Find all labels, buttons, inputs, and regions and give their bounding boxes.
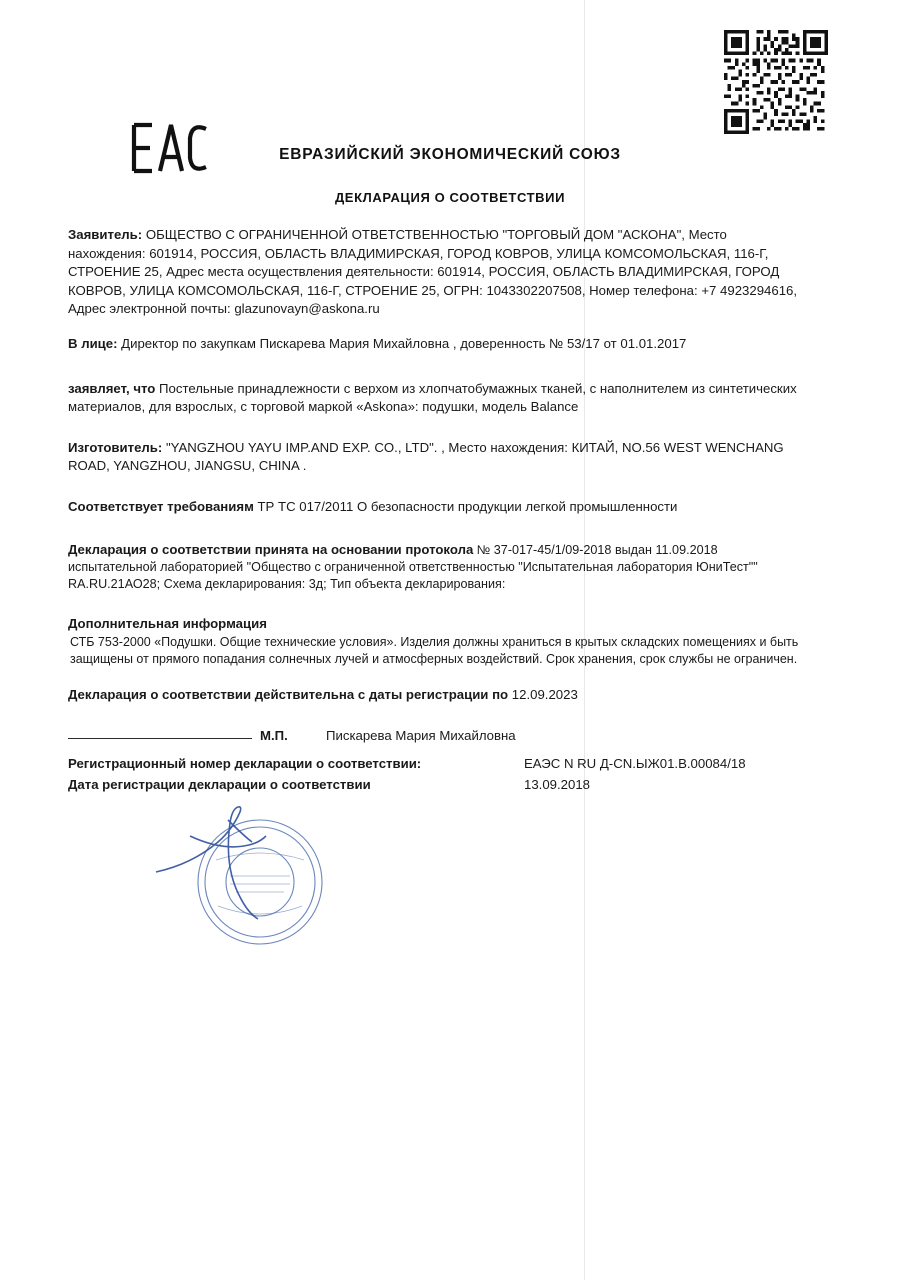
validity-paragraph (68, 686, 806, 704)
basis-label: Декларация о соответствии принята на основании протокола (68, 541, 474, 557)
applicant-text: ОБЩЕСТВО С ОГРАНИЧЕННОЙ ОТВЕТСТВЕННОСТЬЮ "ТОРГОВЫЙ ДОМ "АСКОНА", Место нахождения: 601914, РОССИЯ, ОБЛАСТЬ ВЛАДИМИРСКАЯ, ГОРОД КОВРОВ, УЛИЦА КОМСОМОЛЬСКАЯ, 116-Г, СТРОЕНИЕ 25, Адрес места осуществления деятельности: 601914, РОССИЯ, ОБЛАСТЬ ВЛАДИМИРСКАЯ, ГОРОД КОВРОВ, УЛИЦА КОМСОМОЛЬСКАЯ, 116-Г, СТРОЕНИЕ 25, ОГРН: 1043302207508, Номер телефона: +7 4923294616, Адрес электронной почты: glazunovayn@askona.ru (68, 227, 798, 317)
additional-info-heading: Дополнительная информация (68, 615, 267, 631)
applicant-paragraph (68, 226, 806, 319)
declares-paragraph (68, 380, 806, 417)
representative-paragraph (68, 335, 806, 354)
registration-number-label: Регистрационный номер декларации о соответствии: (68, 755, 422, 771)
registration-date-label: Дата регистрации декларации о соответствии (68, 776, 371, 792)
declares-text: Постельные принадлежности с верхом из хлопчатобумажных тканей, с наполнителем из синтетических материалов, для взрослых, с торговой маркой «Askona»: подушки, модель Balance (68, 380, 797, 415)
seal-marker: М.П. (260, 727, 288, 743)
basis-text: № 37-017-45/1/09-2018 выдан 11.09.2018 испытательной лабораторией "Общество с ограниченной ответственностью "Испытательная лаборатория ЮниТест"" RA.RU.21АО28; Схема декларирования: 3д; Тип объекта декларирования: (68, 542, 758, 592)
signature-line (68, 738, 252, 739)
signatory-name: Пискарева Мария Михайловна (326, 727, 516, 743)
conformity-label: Соответствует требованиям (68, 498, 254, 514)
signature-row (68, 726, 806, 756)
validity-value: 12.09.2023 (508, 686, 578, 702)
registration-date-value: 13.09.2018 (524, 776, 591, 792)
manufacturer-text: "YANGZHOU YAYU IMP.AND EXP. CO., LTD". , Место нахождения: КИТАЙ, NO.56 WEST WENCHANG ROAD, YANGZHOU, JIANGSU, CHINA . (68, 439, 784, 474)
declaration-body (68, 226, 806, 798)
registration-number-value: ЕАЭС N RU Д-CN.ЫЖ01.В.00084/18 (524, 755, 746, 771)
representative-text: Директор по закупкам Пискарева Мария Михайловна , доверенность № 53/17 от 01.01.2017 (117, 335, 687, 351)
conformity-paragraph (68, 498, 806, 517)
registration-number-row (68, 756, 806, 777)
union-header: ЕВРАЗИЙСКИЙ ЭКОНОМИЧЕСКИЙ СОЮЗ (279, 146, 621, 163)
signature-stamp-graphic (150, 790, 400, 970)
validity-label: Декларация о соответствии действительна с даты регистрации по (68, 686, 509, 702)
declares-label: заявляет, что (68, 380, 156, 396)
additional-info-text: СТБ 753-2000 «Подушки. Общие технические условия». Изделия должны храниться в крытых складских помещениях и быть защищены от прямого попадания солнечных лучей и атмосферных воздействий. Срок хранения, срок службы не ограничен. (70, 634, 799, 666)
registration-date-row (68, 777, 806, 798)
page-title: ДЕКЛАРАЦИЯ О СООТВЕТСТВИИ (334, 190, 566, 205)
manufacturer-label: Изготовитель: (68, 439, 163, 455)
conformity-text: ТР ТС 017/2011 О безопасности продукции легкой промышленности (253, 498, 678, 514)
applicant-label: Заявитель: (68, 227, 143, 242)
manufacturer-paragraph (68, 439, 806, 476)
representative-label: В лице: (68, 335, 118, 351)
basis-paragraph (68, 541, 806, 594)
qr-code-icon (724, 30, 828, 134)
